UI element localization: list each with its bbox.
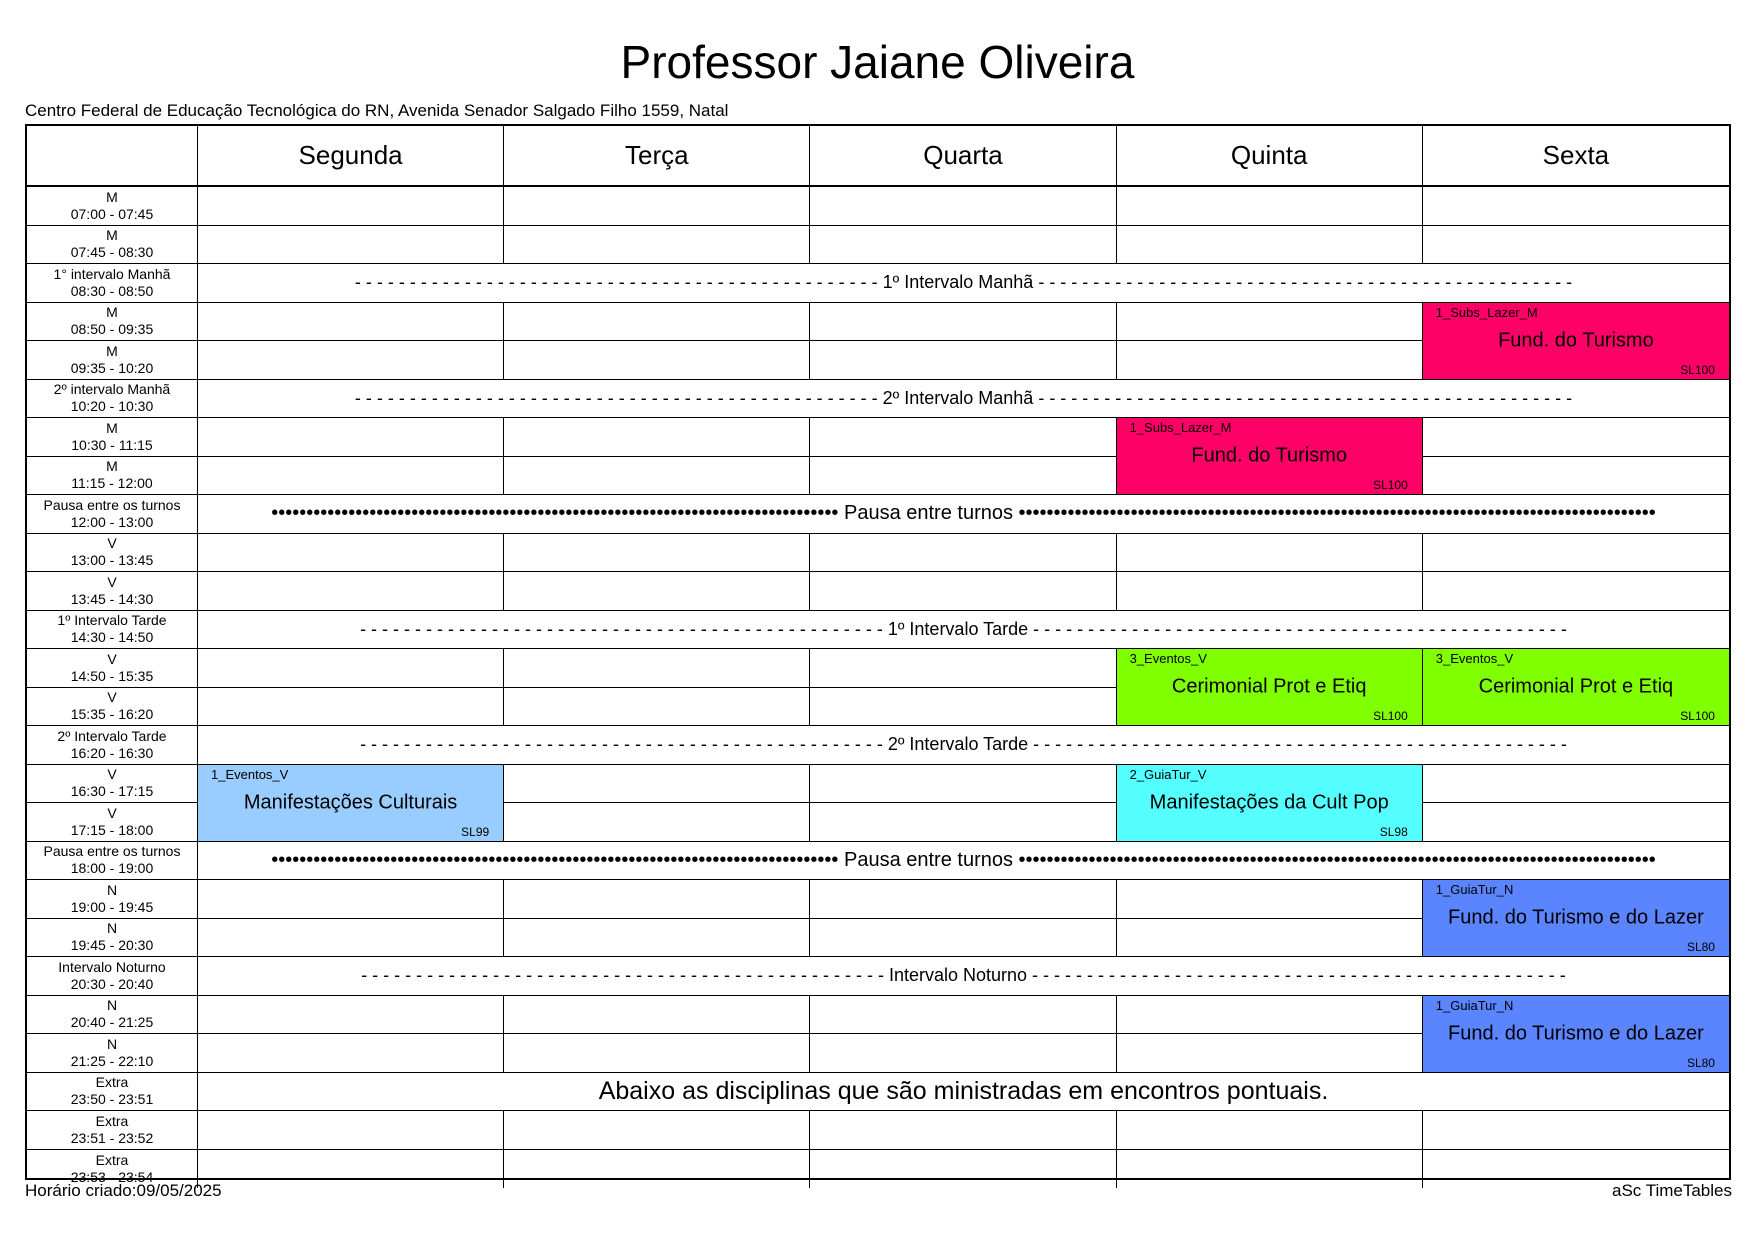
timetable-cell <box>810 418 1116 457</box>
slot-label: M <box>106 458 118 475</box>
lesson-subject: Cerimonial Prot e Etiq <box>1478 675 1674 698</box>
break-row: - - - - - - - - - - - - - - - - - - - - - - - - - - - - - - - - - - - - - - - - - - - - - - - - 2º Intervalo Tarde - - - - - - - - - - - - - - - - - - - - - - - - - - - - - - - - - - - - - - - - - - - - - - - - - <box>198 726 1729 765</box>
lesson-card[interactable] <box>1423 303 1729 380</box>
timetable-cell <box>504 803 810 842</box>
lesson-card[interactable] <box>1117 418 1423 495</box>
timetable-cell <box>1117 1150 1423 1189</box>
lesson-class: 1_Subs_Lazer_M <box>1129 420 1232 435</box>
timetable-cell <box>1423 457 1729 496</box>
slot-label: V <box>107 804 117 821</box>
break-row: ••••••••••••••••••••••••••••••••••••••••••••••••••••••••••••••••••••••••••••••••• Pausa entre turnos ••••••••••••••••••••••••••••••••••••••••••••••••••••••••••••••••••••••••••••••••••••••••••• <box>198 842 1729 881</box>
slot-time: 23:51 - 23:52 <box>70 1129 154 1146</box>
time-slot <box>27 880 198 919</box>
break-row: Abaixo as disciplinas que são ministradas em encontros pontuais. <box>198 1073 1729 1112</box>
time-slot <box>27 264 198 303</box>
slot-label: 2º Intervalo Tarde <box>57 727 167 744</box>
timetable-cell <box>1117 996 1423 1035</box>
slot-time: 17:15 - 18:00 <box>70 821 154 838</box>
lesson-class: 1_Eventos_V <box>211 766 289 782</box>
timetable-cell <box>810 1150 1116 1189</box>
lesson-card[interactable] <box>1117 649 1423 726</box>
time-slot <box>27 303 198 342</box>
timetable-cell <box>198 1111 504 1150</box>
lesson-room: SL99 <box>461 824 490 839</box>
lesson-card[interactable] <box>1423 649 1729 726</box>
timetable-cell <box>504 1111 810 1150</box>
timetable-cell <box>810 303 1116 342</box>
time-slot <box>27 726 198 765</box>
slot-time: 07:45 - 08:30 <box>70 244 154 261</box>
timetable-cell <box>1117 341 1423 380</box>
time-slot <box>27 649 198 688</box>
time-slot <box>27 457 198 496</box>
slot-label: V <box>107 573 117 590</box>
lesson-room: SL80 <box>1686 1055 1715 1070</box>
time-slot <box>27 534 198 573</box>
slot-label: N <box>106 881 118 898</box>
time-slot <box>27 380 198 419</box>
slot-label: Extra <box>95 1112 129 1129</box>
timetable-cell <box>504 226 810 265</box>
lesson-room: SL80 <box>1686 940 1715 954</box>
lesson-card[interactable] <box>1117 765 1423 842</box>
timetable-cell <box>1423 418 1729 457</box>
slot-time: 20:40 - 21:25 <box>70 1014 154 1031</box>
lesson-subject: Fund. do Turismo <box>1498 329 1654 351</box>
slot-time: 08:30 - 08:50 <box>70 282 154 299</box>
timetable-cell <box>810 1034 1116 1073</box>
break-row: - - - - - - - - - - - - - - - - - - - - - - - - - - - - - - - - - - - - - - - - - - - - - - - - 2º Intervalo Manhã - - - - - - - - - - - - - - - - - - - - - - - - - - - - - - - - - - - - - - - - - - - - - - - - - <box>198 380 1729 419</box>
timetable-grid <box>25 124 1731 1185</box>
timetable-cell <box>198 880 504 919</box>
timetable-cell <box>1117 1034 1423 1073</box>
timetable-cell <box>504 996 810 1035</box>
slot-time: 18:00 - 19:00 <box>70 860 154 877</box>
timetable-cell <box>810 534 1116 573</box>
slot-time: 23:50 - 23:51 <box>70 1091 154 1108</box>
timetable-cell <box>198 226 504 265</box>
timetable-cell <box>504 1034 810 1073</box>
time-slot <box>27 226 198 265</box>
time-slot <box>27 611 198 650</box>
slot-label: M <box>106 188 118 205</box>
timetable-cell <box>1117 572 1423 611</box>
slot-label: M <box>106 342 118 359</box>
lesson-room: SL100 <box>1680 362 1715 377</box>
slot-time: 20:30 - 20:40 <box>70 975 154 992</box>
time-slot <box>27 1034 198 1073</box>
page-title: Professor Jaiane Oliveira <box>620 36 1135 88</box>
day-header-terça: Terça <box>504 126 810 185</box>
timetable-cell <box>1117 226 1423 265</box>
slot-time: 16:20 - 16:30 <box>70 744 154 761</box>
break-row: - - - - - - - - - - - - - - - - - - - - - - - - - - - - - - - - - - - - - - - - - - - - - - - - Intervalo Noturno - - - - - - - - - - - - - - - - - - - - - - - - - - - - - - - - - - - - - - - - - - - - - - - - - <box>198 957 1729 996</box>
timetable-cell <box>1117 919 1423 958</box>
slot-time: 07:00 - 07:45 <box>70 205 154 222</box>
timetable-cell <box>198 418 504 457</box>
time-slot <box>27 919 198 958</box>
lesson-card[interactable] <box>1423 996 1729 1073</box>
timetable-cell <box>504 919 810 958</box>
day-header-segunda: Segunda <box>198 126 504 185</box>
timetable-cell <box>198 457 504 496</box>
time-slot <box>27 341 198 380</box>
timetable-cell <box>504 1150 810 1189</box>
slot-time: 23:53 - 23:54 <box>70 1168 154 1185</box>
slot-label: Intervalo Noturno <box>58 958 166 975</box>
slot-label: N <box>106 920 118 937</box>
slot-label: Extra <box>95 1074 129 1091</box>
timetable-cell <box>198 688 504 727</box>
lesson-subject: Manifestações da Cult Pop <box>1149 791 1389 813</box>
time-slot <box>27 842 198 881</box>
timetable-cell <box>504 572 810 611</box>
time-slot <box>27 1111 198 1150</box>
timetable-cell <box>1117 1111 1423 1150</box>
slot-time: 10:20 - 10:30 <box>70 398 154 415</box>
time-slot <box>27 1073 198 1112</box>
timetable-cell <box>198 572 504 611</box>
timetable-cell <box>810 880 1116 919</box>
slot-label: V <box>107 535 117 552</box>
slot-label: 1° intervalo Manhã <box>53 265 171 282</box>
timetable-cell <box>198 1034 504 1073</box>
lesson-subject: Fund. do Turismo e do Lazer <box>1448 906 1704 929</box>
lesson-class: 1_Subs_Lazer_M <box>1435 304 1538 320</box>
timetable-cell <box>810 572 1116 611</box>
slot-time: 11:15 - 12:00 <box>71 475 153 492</box>
timetable-cell <box>198 187 504 226</box>
slot-time: 12:00 - 13:00 <box>70 513 154 530</box>
time-slot <box>27 803 198 842</box>
lesson-class: 3_Eventos_V <box>1435 651 1514 666</box>
time-slot <box>27 495 198 534</box>
lesson-card[interactable] <box>1423 880 1729 957</box>
lesson-card[interactable] <box>198 765 504 842</box>
lesson-class: 1_GuiaTur_N <box>1435 882 1514 897</box>
slot-label: M <box>106 419 118 436</box>
slot-label: Pausa entre os turnos <box>43 496 181 513</box>
lesson-room: SL100 <box>1373 478 1408 492</box>
software-credit: aSc TimeTables <box>1612 1181 1732 1200</box>
timetable-cell <box>198 534 504 573</box>
slot-time: 15:35 - 16:20 <box>70 706 154 723</box>
slot-label: 1º Intervalo Tarde <box>57 612 167 629</box>
timetable-cell <box>810 765 1116 804</box>
lesson-class: 1_GuiaTur_N <box>1435 997 1514 1013</box>
timetable-cell <box>810 803 1116 842</box>
slot-time: 19:00 - 19:45 <box>70 898 154 915</box>
header-corner <box>27 126 198 185</box>
timetable-cell <box>1117 534 1423 573</box>
time-slot <box>27 957 198 996</box>
timetable-cell <box>504 649 810 688</box>
timetable-cell <box>1423 1111 1729 1150</box>
slot-time: 13:00 - 13:45 <box>70 552 154 569</box>
lesson-class: 3_Eventos_V <box>1129 651 1207 666</box>
slot-label: Extra <box>95 1151 129 1168</box>
slot-label: N <box>106 997 118 1014</box>
slot-time: 16:30 - 17:15 <box>70 783 154 800</box>
timetable-cell <box>810 688 1116 727</box>
slot-time: 08:50 - 09:35 <box>70 321 154 338</box>
timetable-cell <box>504 534 810 573</box>
slot-label: Pausa entre os turnos <box>43 843 181 860</box>
timetable-cell <box>810 649 1116 688</box>
timetable-cell <box>810 457 1116 496</box>
timetable-cell <box>1423 572 1729 611</box>
break-row: - - - - - - - - - - - - - - - - - - - - - - - - - - - - - - - - - - - - - - - - - - - - - - - - 1º Intervalo Manhã - - - - - - - - - - - - - - - - - - - - - - - - - - - - - - - - - - - - - - - - - - - - - - - - - <box>198 264 1729 303</box>
timetable-cell <box>504 187 810 226</box>
timetable-cell <box>504 688 810 727</box>
timetable-cell <box>1423 534 1729 573</box>
lesson-subject: Cerimonial Prot e Etiq <box>1171 675 1367 698</box>
slot-label: V <box>107 650 117 667</box>
timetable-cell <box>810 341 1116 380</box>
slot-label: M <box>106 304 118 321</box>
time-slot <box>27 418 198 457</box>
slot-label: V <box>107 689 117 706</box>
lesson-subject: Fund. do Turismo <box>1191 444 1347 467</box>
timetable-cell <box>198 996 504 1035</box>
timetable-cell <box>1423 187 1729 226</box>
timetable-cell <box>198 919 504 958</box>
slot-time: 09:35 - 10:20 <box>70 359 154 376</box>
timetable-cell <box>1117 187 1423 226</box>
break-row: ••••••••••••••••••••••••••••••••••••••••••••••••••••••••••••••••••••••••••••••••• Pausa entre turnos ••••••••••••••••••••••••••••••••••••••••••••••••••••••••••••••••••••••••••••••••••••••••••• <box>198 495 1729 534</box>
break-row: - - - - - - - - - - - - - - - - - - - - - - - - - - - - - - - - - - - - - - - - - - - - - - - - 1º Intervalo Tarde - - - - - - - - - - - - - - - - - - - - - - - - - - - - - - - - - - - - - - - - - - - - - - - - - <box>198 611 1729 650</box>
time-slot <box>27 187 198 226</box>
slot-time: 19:45 - 20:30 <box>70 937 154 954</box>
timetable-cell <box>1423 226 1729 265</box>
slot-label: M <box>106 227 118 244</box>
timetable-cell <box>810 919 1116 958</box>
time-slot <box>27 765 198 804</box>
timetable-cell <box>504 303 810 342</box>
timetable-cell <box>198 341 504 380</box>
timetable-cell <box>810 1111 1116 1150</box>
timetable-cell <box>198 1150 504 1189</box>
timetable-cell <box>1423 803 1729 842</box>
lesson-room: SL100 <box>1680 709 1715 723</box>
timetable-cell <box>810 996 1116 1035</box>
slot-time: 13:45 - 14:30 <box>70 590 154 607</box>
lesson-room: SL98 <box>1379 824 1408 839</box>
day-header-sexta: Sexta <box>1542 140 1610 170</box>
timetable-cell <box>504 880 810 919</box>
slot-time: 14:30 - 14:50 <box>70 629 154 646</box>
time-slot <box>27 572 198 611</box>
lesson-room: SL100 <box>1373 709 1408 723</box>
slot-time: 14:50 - 15:35 <box>70 667 154 684</box>
timetable-cell <box>504 457 810 496</box>
timetable-cell <box>1117 880 1423 919</box>
timetable-cell <box>504 765 810 804</box>
lesson-class: 2_GuiaTur_V <box>1129 766 1207 782</box>
timetable-cell <box>198 649 504 688</box>
timetable-cell <box>1117 303 1423 342</box>
timetable-cell <box>1423 765 1729 804</box>
time-slot <box>27 996 198 1035</box>
school-address: Centro Federal de Educação Tecnológica do RN, Avenida Senador Salgado Filho 1559, Natal <box>25 101 729 120</box>
timetable-cell <box>504 341 810 380</box>
slot-label: 2º intervalo Manhã <box>53 381 171 398</box>
day-header-quinta: Quinta <box>1117 126 1423 185</box>
slot-label: V <box>107 766 117 783</box>
created-date: Horário criado:09/05/2025 <box>25 1181 222 1200</box>
timetable-cell <box>810 226 1116 265</box>
day-header-quarta: Quarta <box>810 126 1116 185</box>
timetable-cell <box>198 303 504 342</box>
time-slot <box>27 688 198 727</box>
timetable-cell <box>504 418 810 457</box>
lesson-subject: Manifestações Culturais <box>243 791 458 813</box>
slot-label: N <box>106 1035 118 1052</box>
slot-time: 10:30 - 11:15 <box>71 436 153 453</box>
lesson-subject: Fund. do Turismo e do Lazer <box>1448 1022 1704 1044</box>
slot-time: 21:25 - 22:10 <box>70 1052 154 1069</box>
timetable-cell <box>810 187 1116 226</box>
